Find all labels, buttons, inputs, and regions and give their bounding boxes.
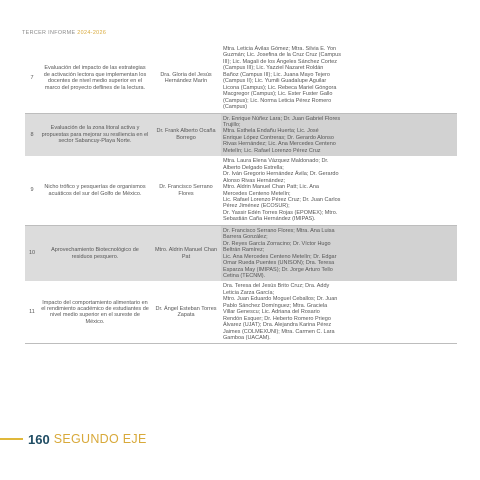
collaborator-line: Álvarez (UJAT); Dra. Alejandra Karina Pérez — [223, 322, 332, 329]
collaborator-line: Mtro. Juan Eduardo Moguel Ceballos; Dr. Juan — [223, 296, 338, 303]
collaborator-line: Dr. Iván Gregorio Hernández Ávila; Dr. Gerardo — [223, 171, 339, 178]
collaborator-line: Mercedes Centeno Metelín; — [223, 190, 291, 197]
collaborator-line: Omar Rueda Puentes (UNISON); Dra. Teresa — [223, 260, 335, 267]
collaborator-line: Mtra. Esthela Endañu Huerta; Lic. José — [223, 128, 319, 135]
collaborator-line: Guzmán; Lic. Josefina de la Cruz Cruz (Campus — [223, 52, 341, 59]
project-title: Evaluación de la zona litoral activa y propuestas para mejorar su resiliencia en el sector Sabancuy-Playa Norte. — [39, 113, 151, 156]
collaborator-line: Alonso Rivas Hernández; — [223, 177, 286, 184]
collaborator-line: Lic. Rafael Lorenzo Pérez Cruz; Dr. Juan Carlos — [223, 196, 341, 203]
collaborator-line: III); Lic. Magali de los Ángeles Sánchez Cortez — [223, 58, 338, 65]
collaborator-line: Dra. Teresa del Jesús Brito Cruz; Dra. Addy — [223, 283, 330, 290]
collaborator-line: Esparza May (IMIPAS); Dr. Jorge Arturo Tello — [223, 266, 333, 273]
project-collaborators — [221, 44, 457, 113]
project-number: 7 — [25, 44, 39, 113]
table-row — [25, 225, 457, 281]
collaborator-line: Pérez Jiménez (ECOSUR); — [223, 203, 290, 210]
collaborator-line: Bañoz (Campus III); Lic. Juana Mayo Tejero — [223, 71, 330, 78]
collaborator-line: Mtro. Aldrin Manuel Chan Patt; Lic. Ana — [223, 184, 319, 191]
project-number: 9 — [25, 156, 39, 225]
collaborator-line: Gamboa (UACAM). — [223, 335, 271, 342]
footer-accent-bar — [0, 438, 23, 439]
collaborator-line: (Campus) — [223, 104, 248, 111]
collaborator-line: Beltrán Ramírez; — [223, 247, 265, 254]
project-title: Impacto del comportamiento alimentario en el rendimiento académico de estudiantes de nivel medio superior en el sureste de México. — [39, 281, 151, 344]
collaborator-line: Macgregor (Campus); Lic. Ester Fuster Gallo — [223, 91, 333, 98]
collaborator-line: Lic. Ana Mercedes Centeno Metelín; Dr. Edgar — [223, 253, 337, 260]
collaborator-line: Enrique López Contreras; Dr. Gerardo Alonso — [223, 134, 334, 141]
project-responsible: Dr. Ángel Esteban Torres Zapata — [151, 281, 221, 344]
project-responsible: Mtro. Aldrin Manuel Chan Pat — [151, 225, 221, 281]
project-responsible: Dr. Frank Alberto Ocaña Borrego — [151, 113, 221, 156]
page-number: 160 — [28, 431, 50, 447]
project-collaborators — [221, 156, 457, 225]
project-collaborators — [221, 113, 457, 156]
project-number: 10 — [25, 225, 39, 281]
table-row — [25, 113, 457, 156]
collaborator-line: Dr. Yassir Edén Torres Rojas (EPOMEX); Mtro. — [223, 209, 338, 216]
collaborator-line: Villar Genescu; Lic. Adriana del Rosario — [223, 309, 320, 316]
collaborator-line: Rivas Hernández; Lic. Ana Mercedes Centeno — [223, 141, 336, 148]
collaborator-line: Mtra. Leticia Ávilas Gómez; Mtra. Silvia E. Yon — [223, 46, 337, 52]
collaborator-line: (Campus); Lic. Norma Leticia Pérez Romero — [223, 97, 332, 104]
projects-table — [25, 44, 457, 344]
project-number: 11 — [25, 281, 39, 344]
collaborator-line: Dr. Reyes García Zorracino; Dr. Víctor Hugo — [223, 240, 331, 247]
table-row — [25, 156, 457, 225]
collaborator-line: Mtra. Laura Elena Vázquez Maldonado; Dr. — [223, 158, 329, 165]
collaborator-line: Dr. Francisco Serrano Flores; Mtra. Ana Luisa — [223, 227, 335, 234]
collaborator-line: (Campus III); Lic. Yazziel Nazaret Roldán — [223, 65, 324, 72]
project-collaborators — [221, 281, 457, 344]
page-footer — [0, 431, 147, 447]
running-header — [22, 30, 106, 36]
collaborator-line: Trujillo; — [223, 121, 241, 128]
collaborator-line: Alberto Delgado Estrella; — [223, 164, 284, 171]
collaborator-line: Licona (Campus); Lic. Rebeca Mariel Góngora — [223, 84, 337, 91]
collaborator-line: Pablo Sánchez Domínguez; Mtra. Graciela — [223, 302, 328, 309]
collaborator-line: Barrera González; — [223, 234, 268, 241]
collaborator-line: Rendón Esquer; Dr. Heberto Romero Priego — [223, 315, 331, 322]
collaborator-line: (Campus II); Lic. Yumili Guadalupe Aguilar — [223, 78, 327, 85]
collaborator-line: Jaimes (COLMEXUNI); Mtra. Carmen C. Lara — [223, 328, 335, 335]
project-title: Evaluación del impacto de las estrategias de activación lectora que implementan los docentes de nivel medio superior en el marco del proyecto deflines de la lectura. — [39, 44, 151, 113]
table-row — [25, 44, 457, 113]
collaborator-line: Leticia Zarza García; — [223, 289, 275, 296]
project-collaborators — [221, 225, 457, 281]
project-number: 8 — [25, 113, 39, 156]
header-label: TERCER INFORME — [22, 30, 76, 36]
collaborator-line: Cetina (TECNM). — [223, 272, 266, 279]
project-title: Nicho trófico y pesquerías de organismos acuáticos del sur del Golfo de México. — [39, 156, 151, 225]
project-title: Aprovechamiento Biotecnológico de residuos pesquero. — [39, 225, 151, 281]
project-responsible: Dr. Francisco Serrano Flores — [151, 156, 221, 225]
header-years: 2024-2026 — [77, 30, 107, 36]
table-row — [25, 281, 457, 344]
collaborator-line: Sebastián Caña Hernández (IMIPAS). — [223, 216, 316, 223]
collaborator-line: Dr. Enrique Núñez Lara; Dr. Juan Gabriel Flores — [223, 115, 341, 122]
collaborator-line: Metelín; Lic. Rafael Lorenzo Pérez Cruz — [223, 147, 321, 154]
section-title: SEGUNDO EJE — [53, 432, 147, 446]
project-responsible: Dra. Gloria del Jesús Hernández Marín — [151, 44, 221, 113]
